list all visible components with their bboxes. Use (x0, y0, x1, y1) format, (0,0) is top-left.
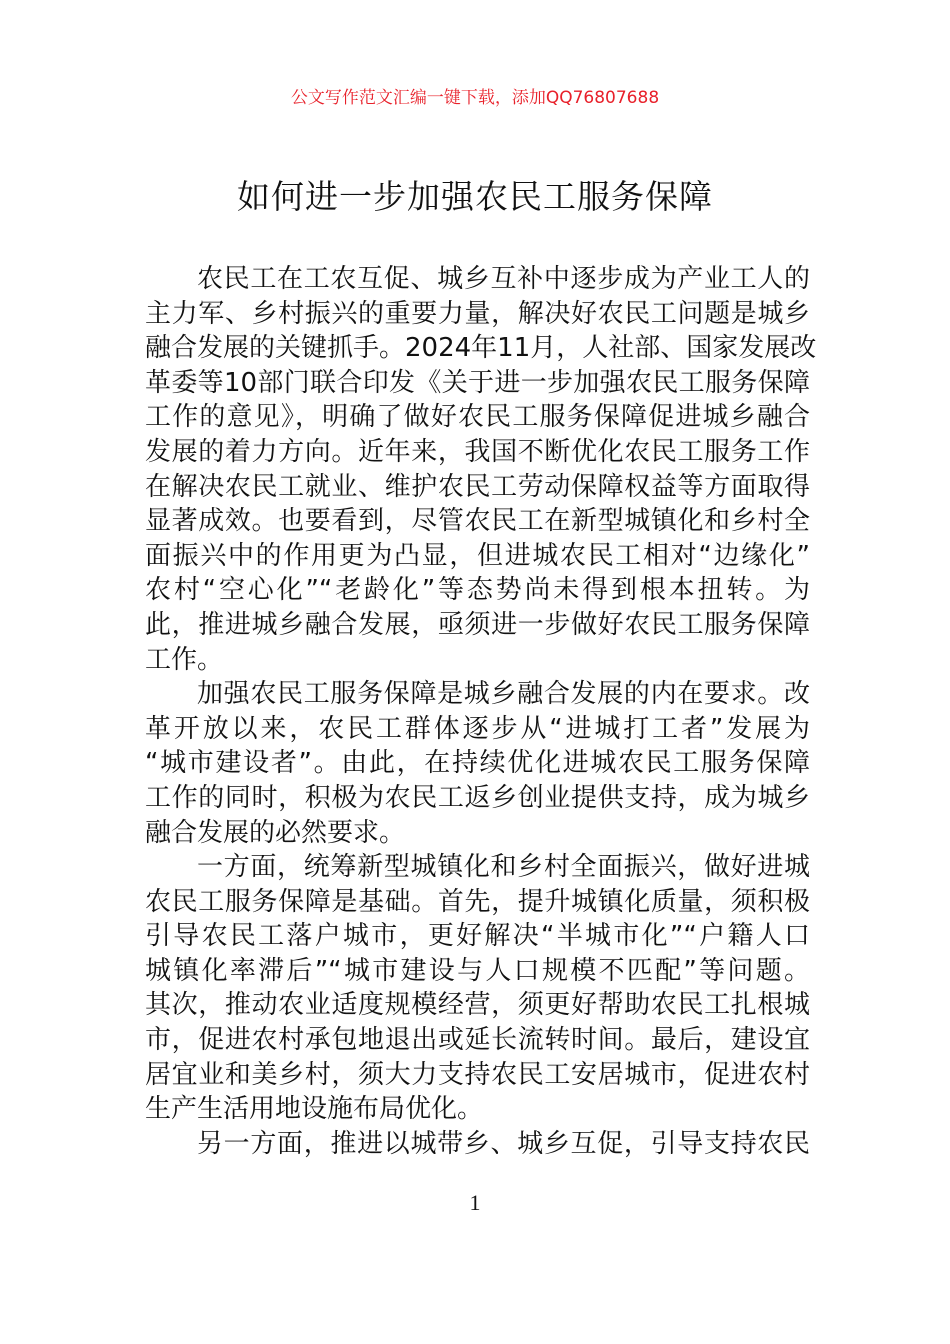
text-line: “城市建设者”。由此，在持续优化进城农民工服务保障 (145, 748, 810, 779)
text-line: 加强农民工服务保障是城乡融合发展的内在要求。改 (197, 679, 810, 710)
page-number: 1 (469, 1190, 481, 1215)
document-body (145, 262, 817, 1161)
text-line: 革开放以来，农民工群体逐步从“进城打工者”发展为 (145, 713, 810, 744)
text-line: 另一方面，推进以城带乡、城乡互促，引导支持农民 (197, 1128, 810, 1159)
paragraph (145, 1127, 810, 1162)
text-line: 市，促进农村承包地退出或延长流转时间。最后，建设宜 (145, 1025, 810, 1056)
text-line: 居宜业和美乡村，须大力支持农民工安居城市，促进农村 (145, 1059, 810, 1090)
text-line: 此，推进城乡融合发展，亟须进一步做好农民工服务保障 (145, 609, 810, 640)
text-line: 工作的同时，积极为农民工返乡创业提供支持，成为城乡 (145, 782, 810, 813)
text-line: 发展的着力方向。近年来，我国不断优化农民工服务工作 (145, 436, 810, 467)
text-line: 其次，推动农业适度规模经营，须更好帮助农民工扎根城 (145, 990, 810, 1021)
text-line: 融合发展的关键抓手。2024年11月，人社部、国家发展改 (145, 333, 817, 364)
text-line: 一方面，统筹新型城镇化和乡村全面振兴，做好进城 (197, 852, 810, 883)
paragraph (145, 262, 817, 677)
paragraph (145, 850, 810, 1127)
text-line: 农民工在工农互促、城乡互补中逐步成为产业工人的 (197, 264, 810, 294)
text-line: 革委等10部门联合印发《关于进一步加强农民工服务保障 (145, 367, 810, 398)
text-line: 农民工服务保障是基础。首先，提升城镇化质量，须积极 (145, 886, 810, 917)
text-line: 主力军、乡村振兴的重要力量，解决好农民工问题是城乡 (145, 298, 810, 329)
text-line: 融合发展的必然要求。 (145, 817, 406, 848)
text-line: 在解决农民工就业、维护农民工劳动保障权益等方面取得 (145, 471, 810, 502)
text-line: 引导农民工落户城市，更好解决“半城市化”“户籍人口 (145, 921, 810, 952)
text-line: 面振兴中的作用更为凸显，但进城农民工相对“边缘化” (145, 540, 810, 571)
text-line: 工作。 (145, 644, 224, 675)
text-line: 农村“空心化”“老龄化”等态势尚未得到根本扭转。为 (145, 575, 810, 606)
paragraph (145, 677, 810, 850)
text-line: 显著成效。也要看到，尽管农民工在新型城镇化和乡村全 (145, 506, 810, 537)
document-title: 如何进一步加强农民工服务保障 (237, 177, 713, 216)
text-line: 生产生活用地设施布局优化。 (145, 1094, 484, 1125)
text-line: 城镇化率滞后”“城市建设与人口规模不匹配”等问题。 (145, 955, 810, 986)
text-line: 工作的意见》，明确了做好农民工服务保障促进城乡融合 (145, 402, 810, 433)
header-download-note: 公文写作范文汇编一键下载，添加QQ76807688 (290, 88, 660, 108)
